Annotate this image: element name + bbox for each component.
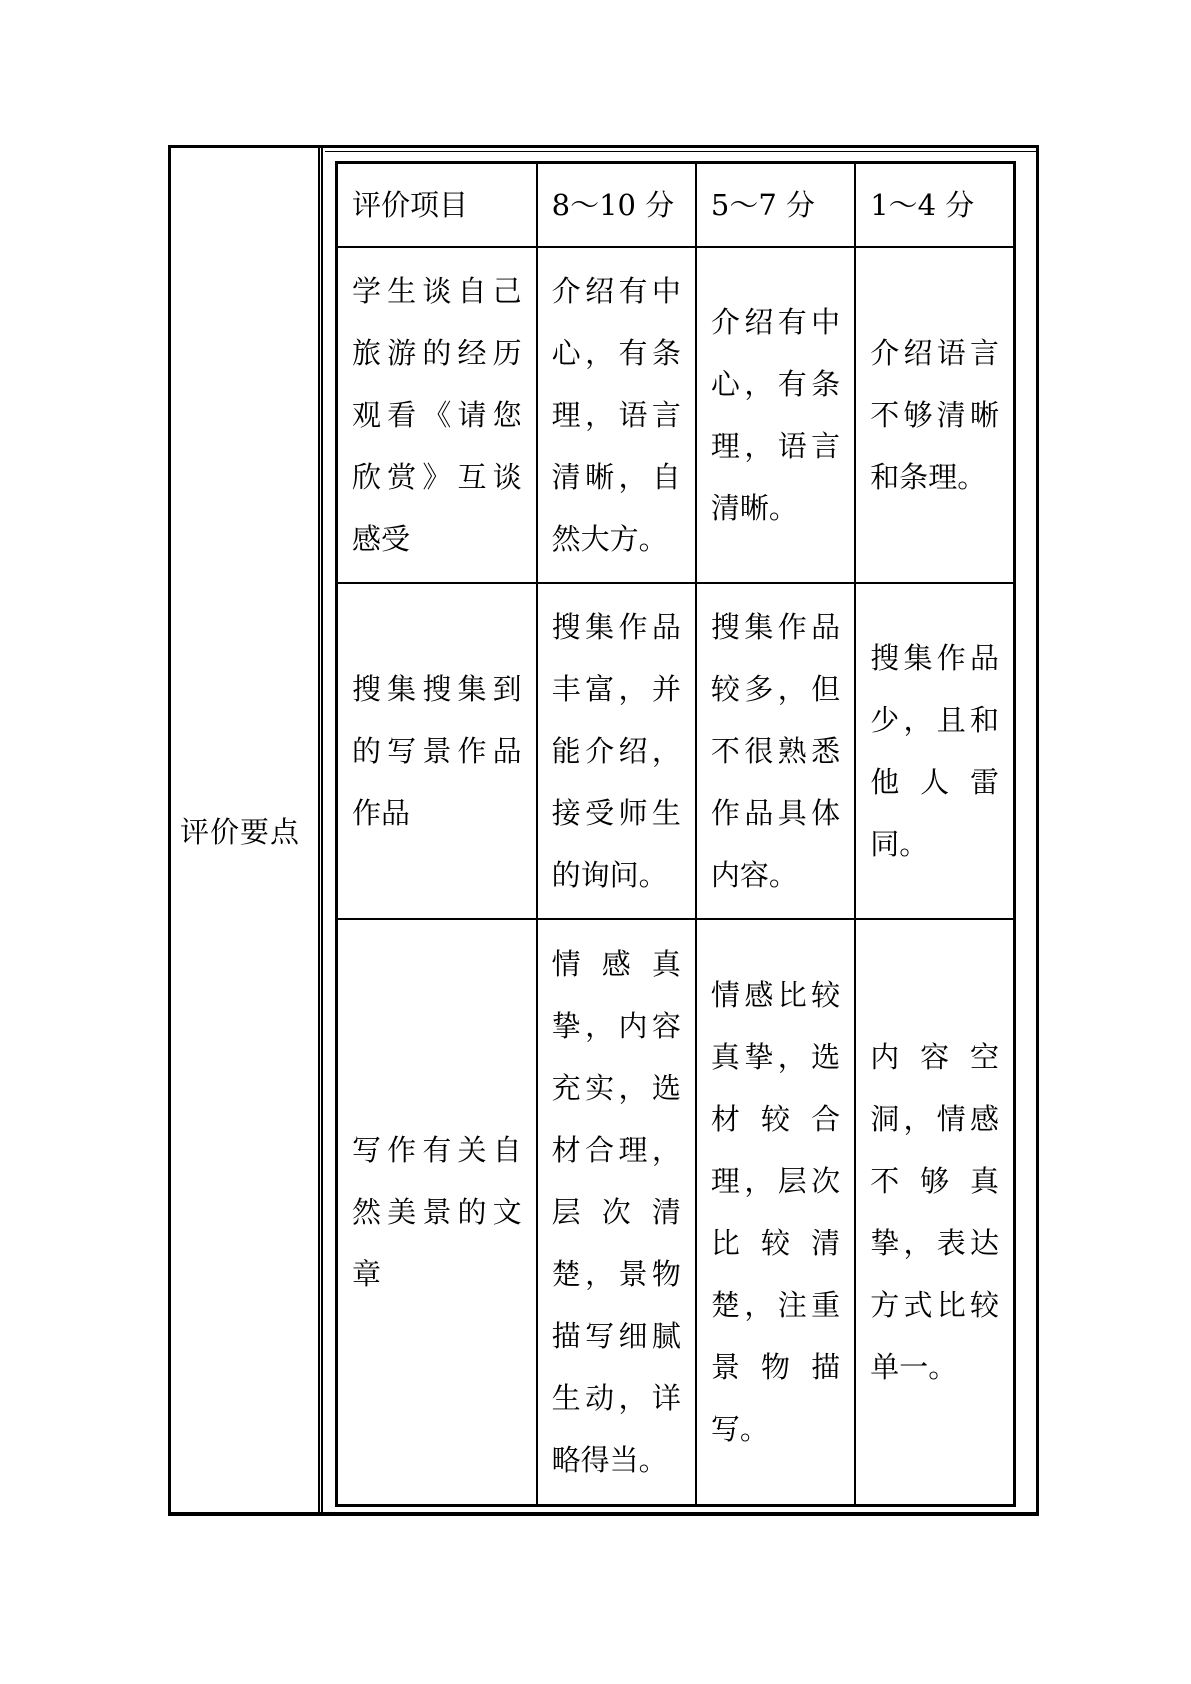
table-row bbox=[337, 247, 1015, 583]
header-mid-score: 5～7 分 bbox=[696, 163, 855, 247]
mid-score-cell: 情感比较真挚，选材较合理，层次比较清楚，注重景物描写。 bbox=[696, 919, 855, 1506]
header-high-score: 8～10 分 bbox=[537, 163, 696, 247]
low-score-cell: 搜集作品少，且和他人雷同。 bbox=[855, 583, 1014, 919]
header-item: 评价项目 bbox=[337, 163, 537, 247]
mid-score-cell: 介绍有中心，有条理，语言清晰。 bbox=[696, 247, 855, 583]
frame-top-rule bbox=[325, 151, 1039, 152]
item-cell: 学生谈自己旅游的经历观看《请您欣赏》互谈感受 bbox=[337, 247, 537, 583]
side-label: 评价要点 bbox=[180, 815, 301, 849]
item-cell: 写作有关自然美景的文章 bbox=[337, 919, 537, 1506]
item-cell: 搜集搜集到的写景作品作品 bbox=[337, 583, 537, 919]
high-score-cell: 介绍有中心，有条理，语言清晰，自然大方。 bbox=[537, 247, 696, 583]
table-row bbox=[337, 583, 1015, 919]
low-score-cell: 内容空洞，情感不够真挚，表达方式比较单一。 bbox=[855, 919, 1014, 1506]
rubric-table bbox=[335, 161, 1016, 1507]
header-low-score: 1～4 分 bbox=[855, 163, 1014, 247]
high-score-cell: 搜集作品丰富，并能介绍，接受师生的询问。 bbox=[537, 583, 696, 919]
side-column-divider bbox=[318, 145, 323, 1516]
table-row bbox=[337, 919, 1015, 1506]
header-row bbox=[337, 163, 1015, 247]
mid-score-cell: 搜集作品较多，但不很熟悉作品具体内容。 bbox=[696, 583, 855, 919]
low-score-cell: 介绍语言不够清晰和条理。 bbox=[855, 247, 1014, 583]
high-score-cell: 情感真挚，内容充实，选材合理，层次清楚，景物描写细腻生动，详略得当。 bbox=[537, 919, 696, 1506]
